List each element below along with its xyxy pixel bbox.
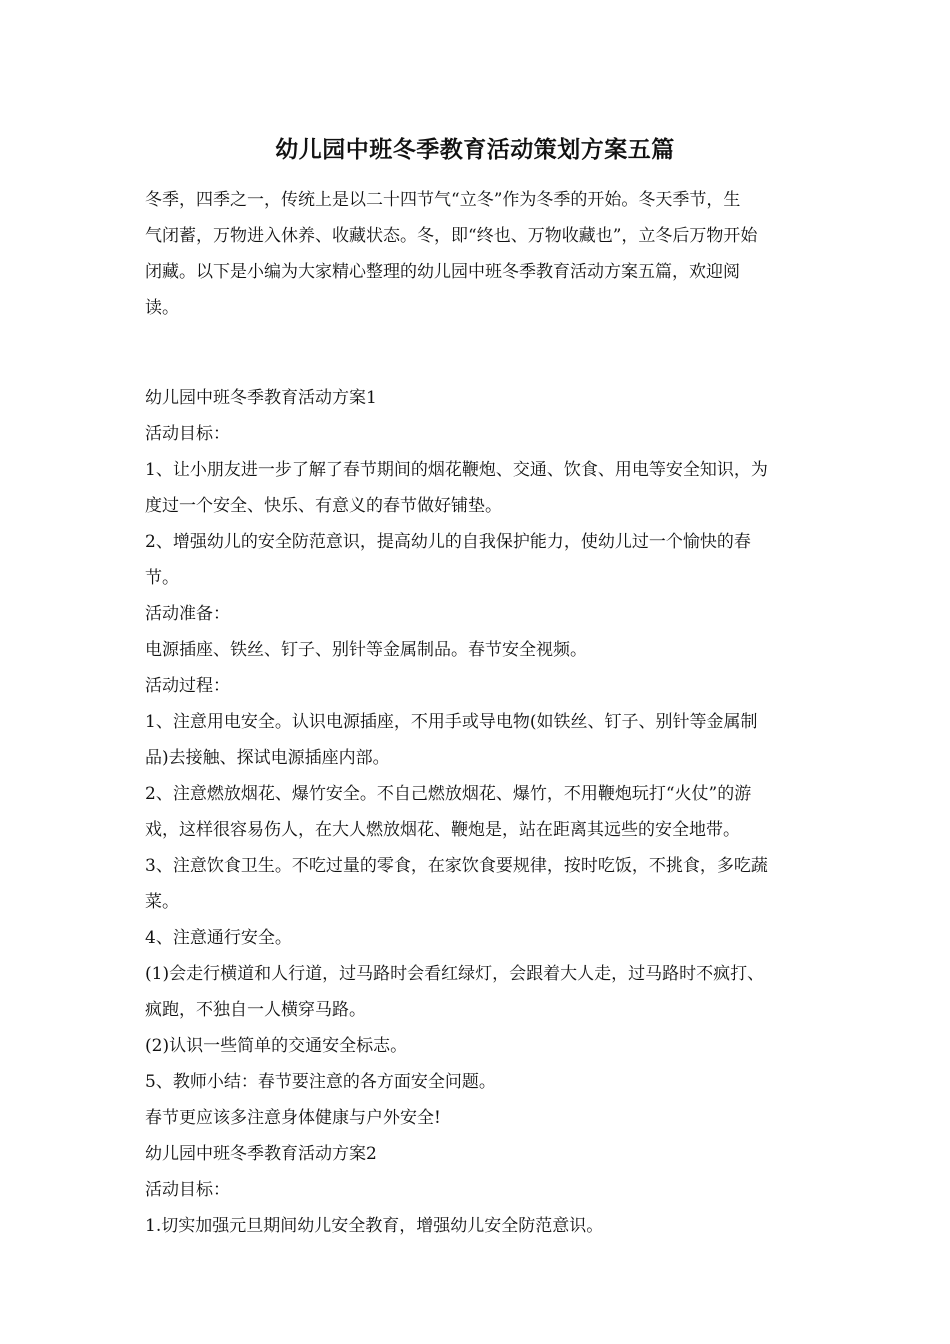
- intro-line: 冬季，四季之一，传统上是以二十四节气“立冬”作为冬季的开始。冬天季节，生: [145, 190, 741, 210]
- body-paragraph: [145, 632, 810, 668]
- body-paragraph: [145, 1208, 810, 1244]
- section-heading: [145, 380, 810, 416]
- body-paragraph: [145, 848, 810, 920]
- intro-line: 闭藏。以下是小编为大家精心整理的幼儿园中班冬季教育活动方案五篇，欢迎阅: [145, 262, 740, 282]
- section-heading: [145, 1136, 810, 1172]
- subsection-label: [145, 1172, 810, 1208]
- text-line: 1、注意用电安全。认识电源插座，不用手或导电物(如铁丝、钉子、别针等金属制: [145, 712, 758, 732]
- text-line: 活动过程：: [145, 676, 230, 696]
- text-line: 度过一个安全、快乐、有意义的春节做好铺垫。: [145, 496, 502, 516]
- text-line: 4、注意通行安全。: [145, 928, 292, 948]
- body-paragraph: [145, 524, 810, 596]
- body-paragraph: [145, 452, 810, 524]
- body-paragraph: [145, 776, 810, 848]
- text-line: 5、教师小结：春节要注意的各方面安全问题。: [145, 1072, 496, 1092]
- body-paragraph: [145, 920, 810, 956]
- text-line: 幼儿园中班冬季教育活动方案2: [145, 1144, 377, 1164]
- body-paragraph: [145, 1064, 810, 1100]
- body-paragraph: [145, 1028, 810, 1064]
- text-line: 1.切实加强元旦期间幼儿安全教育，增强幼儿安全防范意识。: [145, 1216, 604, 1236]
- subsection-label: [145, 596, 810, 632]
- intro-line: 气闭蓄，万物进入休养、收藏状态。冬，即“终也、万物收藏也”，立冬后万物开始: [145, 226, 758, 246]
- text-line: 菜。: [145, 892, 179, 912]
- text-line: 1、让小朋友进一步了解了春节期间的烟花鞭炮、交通、饮食、用电等安全知识，为: [145, 460, 768, 480]
- text-line: 2、增强幼儿的安全防范意识，提高幼儿的自我保护能力，使幼儿过一个愉快的春: [145, 532, 751, 552]
- text-line: 3、注意饮食卫生。不吃过量的零食，在家饮食要规律，按时吃饭，不挑食，多吃蔬: [145, 856, 768, 876]
- text-line: 幼儿园中班冬季教育活动方案1: [145, 388, 377, 408]
- text-line: 电源插座、铁丝、钉子、别针等金属制品。春节安全视频。: [145, 640, 587, 660]
- document-body: [145, 182, 810, 1244]
- text-line: 品)去接触、探试电源插座内部。: [145, 748, 390, 768]
- subsection-label: [145, 416, 810, 452]
- section-gap: [145, 326, 810, 380]
- body-paragraph: [145, 956, 810, 1028]
- text-line: 节。: [145, 568, 179, 588]
- text-line: 活动目标：: [145, 424, 230, 444]
- text-line: 活动目标：: [145, 1180, 230, 1200]
- text-line: 春节更应该多注意身体健康与户外安全!: [145, 1108, 441, 1128]
- text-line: 疯跑，不独自一人横穿马路。: [145, 1000, 366, 1020]
- document-title: 幼儿园中班冬季教育活动策划方案五篇: [275, 136, 675, 163]
- subsection-label: [145, 668, 810, 704]
- body-paragraph: [145, 1100, 810, 1136]
- body-paragraph: [145, 704, 810, 776]
- text-line: 活动准备：: [145, 604, 230, 624]
- text-line: (1)会走行横道和人行道，过马路时会看红绿灯，会跟着大人走，过马路时不疯打、: [145, 964, 765, 984]
- intro-line: 读。: [145, 298, 179, 318]
- intro-paragraph: [145, 182, 810, 326]
- text-line: (2)认识一些简单的交通安全标志。: [145, 1036, 408, 1056]
- text-line: 2、注意燃放烟花、爆竹安全。不自己燃放烟花、爆竹，不用鞭炮玩打“火仗”的游: [145, 784, 752, 804]
- text-line: 戏，这样很容易伤人，在大人燃放烟花、鞭炮是，站在距离其远些的安全地带。: [145, 820, 740, 840]
